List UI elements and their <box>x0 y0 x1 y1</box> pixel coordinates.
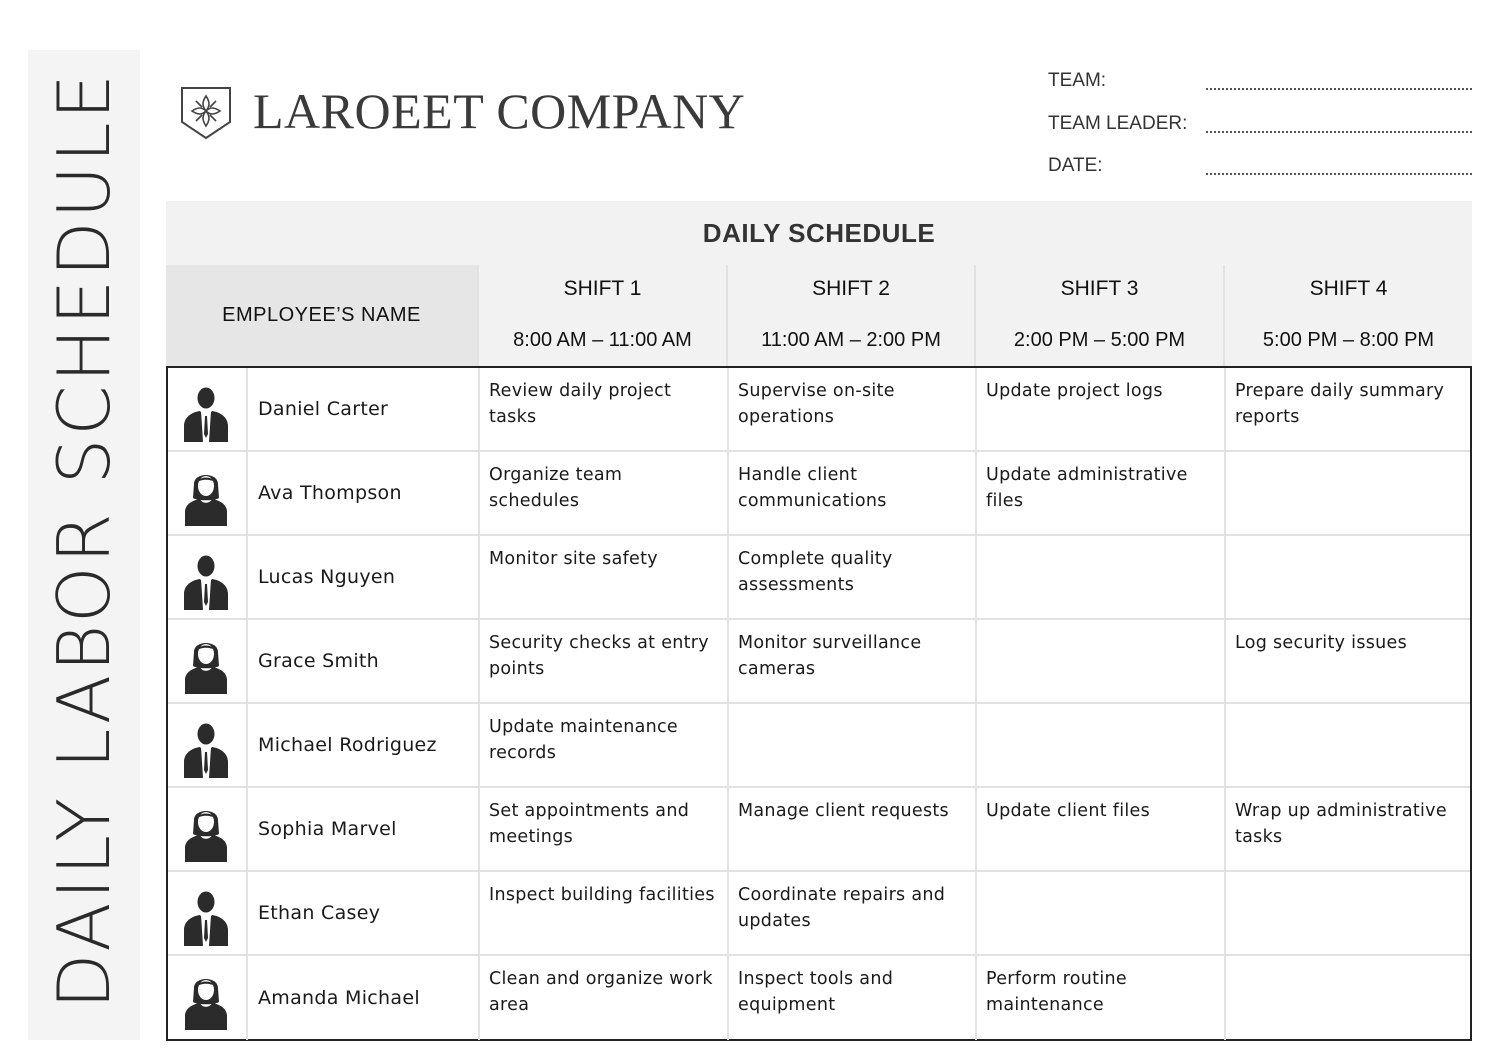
task-cell-shift-4: Prepare daily summary reports <box>1224 368 1470 450</box>
task-cell-shift-4 <box>1224 704 1470 786</box>
task-cell-shift-1: Monitor site safety <box>478 536 727 618</box>
task-cell-shift-3: Update client files <box>975 788 1224 870</box>
team-input-line[interactable] <box>1206 88 1472 90</box>
male-avatar-icon <box>182 384 230 442</box>
task-cell-shift-1: Inspect building facilities <box>478 872 727 954</box>
task-cell-shift-4 <box>1224 872 1470 954</box>
task-cell-shift-2: Manage client requests <box>727 788 975 870</box>
task-cell-shift-4: Wrap up administrative tasks <box>1224 788 1470 870</box>
shift-time: 8:00 AM – 11:00 AM <box>513 329 692 351</box>
table-row <box>168 704 1470 788</box>
task-cell-shift-1: Organize team schedules <box>478 452 727 534</box>
date-input-line[interactable] <box>1206 173 1472 175</box>
task-cell-shift-2: Complete quality assessments <box>727 536 975 618</box>
schedule-table <box>166 366 1472 1041</box>
female-avatar-icon <box>182 804 230 862</box>
date-field[interactable] <box>1048 155 1472 181</box>
task-cell-shift-1: Update maintenance records <box>478 704 727 786</box>
employee-name: Amanda Michael <box>246 956 478 1040</box>
employee-name: Michael Rodriguez <box>246 704 478 786</box>
shift-name: SHIFT 1 <box>563 277 642 300</box>
table-row <box>168 956 1470 1040</box>
employee-name: Ethan Casey <box>246 872 478 954</box>
task-cell-shift-1: Security checks at entry points <box>478 620 727 702</box>
shift-name: SHIFT 4 <box>1309 277 1388 300</box>
table-row <box>168 536 1470 620</box>
task-cell-shift-3 <box>975 620 1224 702</box>
male-avatar-icon <box>182 888 230 946</box>
task-cell-shift-2: Inspect tools and equipment <box>727 956 975 1040</box>
side-title: DAILY LABOR SCHEDULE <box>42 71 126 1009</box>
task-cell-shift-3 <box>975 536 1224 618</box>
team-field[interactable] <box>1048 70 1472 96</box>
shift-header-1 <box>477 265 726 366</box>
shift-time: 11:00 AM – 2:00 PM <box>761 329 941 351</box>
schedule-title: DAILY SCHEDULE <box>166 201 1472 265</box>
team-leader-input-line[interactable] <box>1206 131 1472 133</box>
avatar-cell <box>168 872 246 954</box>
shift-header-3 <box>974 265 1223 366</box>
avatar-cell <box>168 956 246 1040</box>
table-row <box>168 788 1470 872</box>
task-cell-shift-1: Clean and organize work area <box>478 956 727 1040</box>
female-avatar-icon <box>182 468 230 526</box>
shift-header-4 <box>1223 265 1472 366</box>
avatar-cell <box>168 788 246 870</box>
task-cell-shift-2: Monitor surveillance cameras <box>727 620 975 702</box>
employee-name: Daniel Carter <box>246 368 478 450</box>
shift-name: SHIFT 2 <box>812 277 890 300</box>
company-name: LAROEET COMPANY <box>253 83 746 139</box>
avatar-cell <box>168 620 246 702</box>
team-label: TEAM: <box>1048 70 1107 91</box>
task-cell-shift-3: Update administrative files <box>975 452 1224 534</box>
task-cell-shift-3 <box>975 872 1224 954</box>
table-row <box>168 872 1470 956</box>
task-cell-shift-2 <box>727 704 975 786</box>
shift-time: 5:00 PM – 8:00 PM <box>1262 329 1435 351</box>
task-cell-shift-4 <box>1224 452 1470 534</box>
male-avatar-icon <box>182 552 230 610</box>
female-avatar-icon <box>182 972 230 1030</box>
avatar-cell <box>168 536 246 618</box>
date-label: DATE: <box>1048 155 1103 176</box>
shift-header-2 <box>726 265 974 366</box>
task-cell-shift-2: Supervise on-site operations <box>727 368 975 450</box>
female-avatar-icon <box>182 636 230 694</box>
flower-crest-icon <box>178 84 234 140</box>
task-cell-shift-1: Set appointments and meetings <box>478 788 727 870</box>
shift-time: 2:00 PM – 5:00 PM <box>1013 329 1186 351</box>
task-cell-shift-4 <box>1224 956 1470 1040</box>
task-cell-shift-4: Log security issues <box>1224 620 1470 702</box>
employee-name-header: EMPLOYEE’S NAME <box>166 265 477 366</box>
task-cell-shift-3 <box>975 704 1224 786</box>
avatar-cell <box>168 452 246 534</box>
employee-name: Lucas Nguyen <box>246 536 478 618</box>
male-avatar-icon <box>182 720 230 778</box>
task-cell-shift-4 <box>1224 536 1470 618</box>
avatar-cell <box>168 368 246 450</box>
team-leader-label: TEAM LEADER: <box>1048 113 1188 134</box>
task-cell-shift-1: Review daily project tasks <box>478 368 727 450</box>
table-row <box>168 368 1470 452</box>
employee-name: Ava Thompson <box>246 452 478 534</box>
task-cell-shift-2: Coordinate repairs and updates <box>727 872 975 954</box>
employee-name: Grace Smith <box>246 620 478 702</box>
task-cell-shift-2: Handle client communications <box>727 452 975 534</box>
task-cell-shift-3: Update project logs <box>975 368 1224 450</box>
employee-name: Sophia Marvel <box>246 788 478 870</box>
table-row <box>168 452 1470 536</box>
task-cell-shift-3: Perform routine maintenance <box>975 956 1224 1040</box>
team-leader-field[interactable] <box>1048 113 1472 139</box>
shift-name: SHIFT 3 <box>1060 277 1139 300</box>
table-row <box>168 620 1470 704</box>
avatar-cell <box>168 704 246 786</box>
